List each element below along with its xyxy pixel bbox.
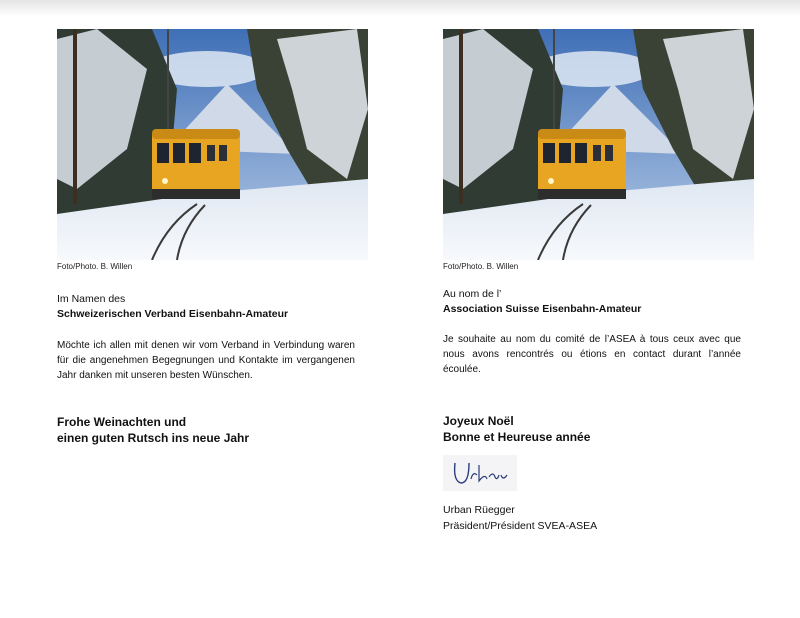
- greeting: [57, 414, 249, 446]
- signer-block: [443, 502, 597, 534]
- greeting-line-1: Joyeux Noël: [443, 414, 514, 428]
- window-top-shadow: [0, 0, 800, 16]
- greeting-line-1: Frohe Weinachten und: [57, 415, 187, 429]
- message-text: Je souhaite au nom du comité de l’ASEA à tous ceux avec que nous avons rencontrés ou étions en contact durant l’année écoulée.: [443, 334, 741, 375]
- intro-block: [57, 292, 288, 322]
- greeting: [443, 413, 590, 445]
- intro-block: [443, 287, 641, 317]
- signature-image: [443, 455, 517, 491]
- train-photo: [57, 29, 368, 260]
- organization-name: Schweizerischen Verband Eisenbahn-Amateur: [57, 308, 289, 320]
- greeting-line-2: Bonne et Heureuse année: [443, 430, 591, 444]
- intro-line: Im Namen des: [57, 293, 126, 305]
- signer-name: Urban Rüegger: [443, 504, 515, 516]
- photo-caption: Foto/Photo. B. Willen: [443, 262, 519, 271]
- train-photo: [443, 29, 754, 260]
- greeting-line-2: einen guten Rutsch ins neue Jahr: [57, 431, 250, 445]
- message-text: Möchte ich allen mit denen wir vom Verband in Verbindung waren für die angenehmen Begegnungen und Kontakte im vergangenen Jahr danken mit unseren besten Wünschen.: [57, 340, 355, 381]
- signer-title: Präsident/Président SVEA-ASEA: [443, 520, 598, 532]
- photo-caption: Foto/Photo. B. Willen: [57, 262, 133, 271]
- organization-name: Association Suisse Eisenbahn-Amateur: [443, 303, 642, 315]
- intro-line: Au nom de l’: [443, 288, 502, 300]
